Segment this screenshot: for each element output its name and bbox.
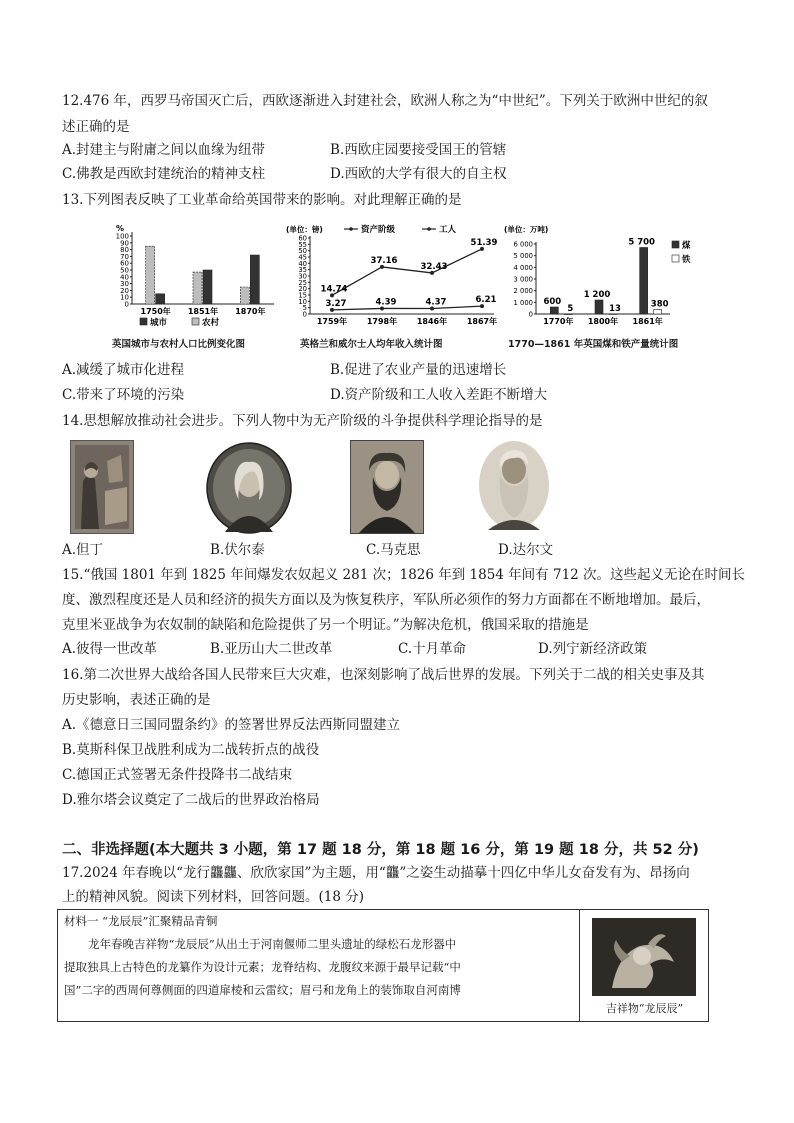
darwin-portrait	[478, 440, 550, 530]
y-tick-label: 25	[298, 278, 307, 287]
x-tick-label: 1851年	[187, 307, 219, 316]
bar-城市-1750年	[146, 246, 155, 304]
bar-煤-1800年	[595, 300, 603, 314]
q14-option-a: A.但丁	[62, 542, 104, 558]
unit-label: (单位：万吨)	[504, 225, 549, 234]
mascot-image	[592, 918, 696, 996]
q16-option-d: D.雅尔塔会议奠定了二战后的世界政治格局	[62, 792, 320, 808]
voltaire-portrait	[205, 442, 293, 534]
bar-煤-1770年	[550, 307, 558, 314]
y-tick-label: 60	[120, 259, 129, 268]
legend-swatch	[192, 318, 199, 325]
y-tick-label: 0	[302, 310, 307, 319]
q15-stem-line2: 度、激烈程度还是人员和经济的损失方面以及为恢复秩序，军队所必须作的努力方面都在不断地增加。最后，	[62, 592, 710, 608]
y-tick-label: 50	[298, 247, 307, 256]
data-label: 1 200	[583, 290, 611, 300]
bar-农村-1870年	[250, 255, 259, 304]
bar-铁-1800年	[609, 314, 617, 315]
legend-label: 资产阶级	[361, 225, 396, 235]
y-tick-label: 30	[120, 280, 129, 289]
legend-label: 铁	[682, 255, 691, 265]
y-tick-label: 15	[298, 291, 307, 300]
y-tick-label: 6 000	[513, 240, 533, 249]
y-tick-label: 80	[120, 246, 129, 255]
y-tick-label: 60	[298, 234, 307, 243]
chart-svg	[282, 222, 498, 332]
legend-swatch	[140, 318, 147, 325]
material-line1: 龙年春晚吉祥物“龙辰辰”从出土于河南偃师二里头遗址的绿松石龙形器中	[88, 937, 457, 951]
data-label: 600	[543, 297, 562, 307]
q16-option-c: C.德国正式签署无条件投降书二战结束	[62, 767, 293, 783]
bar-铁-1861年	[654, 310, 662, 314]
material-line2: 提取独具上古特色的龙纂作为设计元素；龙脊结构、龙腹纹来源于最早记载“中	[64, 960, 461, 974]
dante-portrait	[70, 440, 134, 534]
q13-stem: 13.下列图表反映了工业革命给英国带来的影响。对此理解正确的是	[62, 192, 462, 208]
legend-marker	[427, 227, 431, 231]
q15-option-d: D.列宁新经济政策	[538, 641, 648, 657]
q13-option-a: A.减缓了城市化进程	[62, 362, 185, 378]
q16-stem-line1: 16.第二次世界大战给各国人民带来巨大灾难，也深刻影响了战后世界的发展。下列关于二战的相关史事及其	[62, 667, 705, 683]
y-tick-label: 45	[298, 253, 307, 262]
y-tick-label: 2 000	[513, 287, 533, 296]
chart-svg	[500, 222, 700, 332]
data-label: 13	[609, 303, 621, 314]
q14-option-b: B.伏尔泰	[210, 542, 265, 558]
q15-stem-line3: 克里米亚战争为农奴制的缺陷和危险提供了另一个明证。”为解决危机，俄国采取的措施是	[62, 617, 589, 633]
y-tick-label: 70	[120, 252, 129, 261]
chart-svg	[108, 222, 276, 332]
y-tick-label: 1 000	[513, 298, 533, 307]
y-tick-label: 3 000	[513, 275, 533, 284]
legend-swatch	[672, 241, 679, 248]
q17-stem-line1: 17.2024 年春晚以“龙行龘龘、欣欣家国”为主题，用“龘”之姿生动描摹十四亿中华儿女奋发有为、昂扬向	[62, 865, 690, 881]
legend-label: 农村	[202, 318, 220, 328]
x-tick-label: 1870年	[235, 307, 266, 316]
data-label: 3.27	[325, 298, 347, 309]
q17-stem-line2: 上的精神风貌。阅读下列材料，回答问题。(18 分)	[62, 889, 365, 905]
y-tick-label: 0	[528, 310, 533, 319]
q14-stem: 14.思想解放推动社会进步。下列人物中为无产阶级的斗争提供科学理论指导的是	[62, 413, 543, 429]
x-tick-label: 1750年	[140, 307, 171, 316]
x-tick-label: 1861年	[632, 317, 663, 326]
y-tick-label: 30	[298, 272, 307, 281]
q14-option-c: C.马克思	[366, 542, 421, 558]
y-tick-label: 55	[298, 240, 307, 249]
legend-label: 工人	[439, 225, 457, 235]
q15-option-c: C.十月革命	[398, 641, 467, 657]
q15-option-b: B.亚历山大二世改革	[210, 641, 333, 657]
q16-stem-line2: 历史影响，表述正确的是	[62, 692, 211, 708]
q12-option-b: B.西欧庄园要接受国王的管辖	[330, 142, 507, 158]
y-tick-label: 10	[120, 293, 129, 302]
data-label: 14.74	[320, 284, 348, 295]
bar-铁-1770年	[564, 314, 572, 315]
y-tick-label: 4 000	[513, 263, 533, 272]
material-line3: 国”二字的西周何尊侧面的四道扉棱和云雷纹；眉弓和龙角上的装饰取自河南博	[64, 983, 461, 997]
q12-stem-line2: 述正确的是	[62, 119, 130, 135]
data-label: 4.37	[425, 297, 447, 308]
q16-option-b: B.莫斯科保卫战胜利成为二战转折点的战役	[62, 742, 320, 758]
bar-煤-1861年	[640, 248, 648, 315]
q12-option-a: A.封建主与附庸之间以血缘为纽带	[62, 142, 266, 158]
data-label: 5	[567, 303, 574, 314]
data-label: 6.21	[475, 295, 497, 306]
population-ratio-chart	[108, 222, 276, 332]
series-line-资产阶级	[332, 249, 482, 295]
q15-stem-line1: 15.“俄国 1801 年到 1825 年间爆发农奴起义 281 次；1826 年到 1854 年间有 712 次。这些起义无论在时间长	[62, 567, 746, 583]
y-tick-label: 40	[120, 273, 129, 282]
bar-农村-1750年	[156, 294, 165, 304]
y-tick-label: 35	[298, 266, 307, 275]
chart2-title: 英格兰和威尔士人均年收入统计图	[300, 339, 443, 350]
marx-portrait	[350, 440, 424, 534]
chart1-title: 英国城市与农村人口比例变化图	[112, 339, 246, 350]
mascot-caption: 吉祥物“龙辰辰”	[605, 1002, 684, 1015]
y-tick-label: 5 000	[513, 252, 533, 261]
y-tick-label: 5	[302, 304, 307, 313]
y-tick-label: 20	[120, 286, 129, 295]
y-tick-label: 100	[115, 232, 129, 241]
x-tick-label: 1846年	[416, 317, 448, 326]
data-label: 380	[650, 299, 669, 310]
data-label: 4.39	[375, 297, 397, 308]
x-tick-label: 1800年	[587, 317, 619, 326]
coal-iron-chart	[500, 222, 700, 332]
y-tick-label: 0	[124, 300, 129, 309]
income-line-chart	[282, 222, 498, 332]
q16-option-a: A.《德意日三国同盟条约》的签署世界反法西斯同盟建立	[62, 717, 401, 733]
x-tick-label: 1867年	[466, 317, 498, 326]
data-label: 5 700	[628, 237, 655, 248]
bar-农村-1851年	[203, 270, 212, 304]
q12-option-d: D.西欧的大学有很大的自主权	[330, 166, 507, 182]
y-tick-label: 50	[120, 266, 129, 275]
q15-option-a: A.彼得一世改革	[62, 641, 158, 657]
series-line-工人	[332, 306, 482, 310]
q13-option-c: C.带来了环境的污染	[62, 387, 185, 403]
x-tick-label: 1770年	[543, 317, 574, 326]
data-label: 51.39	[470, 237, 498, 248]
legend-swatch	[672, 255, 679, 262]
x-tick-label: 1798年	[366, 317, 398, 326]
unit-label: (单位：镑)	[286, 225, 323, 234]
q13-option-b: B.促进了农业产量的迅速增长	[330, 362, 507, 378]
q12-option-c: C.佛教是西欧封建统治的精神支柱	[62, 166, 266, 182]
y-tick-label: 10	[298, 297, 307, 306]
q14-option-d: D.达尔文	[498, 542, 554, 558]
material-box	[57, 909, 709, 1022]
legend-label: 煤	[682, 241, 691, 251]
y-tick-label: 20	[298, 285, 307, 294]
bar-城市-1870年	[240, 287, 249, 304]
data-label: 37.16	[370, 255, 398, 266]
x-tick-label: 1759年	[316, 317, 348, 326]
chart3-title: 1770—1861 年英国煤和铁产量统计图	[508, 339, 679, 350]
section-heading: 二、非选择题(本大题共 3 小题，第 17 题 18 分，第 18 题 16 分，第 19 题 18 分，共 52 分)	[62, 842, 699, 858]
q13-option-d: D.资产阶级和工人收入差距不断增大	[330, 387, 548, 403]
y-tick-label: 40	[298, 259, 307, 268]
y-unit-label: %	[116, 224, 125, 233]
y-tick-label: 90	[120, 239, 129, 248]
material-heading: 材料一 “龙辰辰”汇聚精品青铜	[64, 914, 218, 928]
legend-marker	[349, 227, 353, 231]
data-label: 32.43	[420, 261, 448, 272]
legend-label: 城市	[150, 318, 168, 328]
bar-城市-1851年	[193, 272, 202, 304]
q12-stem-line1: 12.476 年，西罗马帝国灭亡后，西欧逐渐进入封建社会，欧洲人称之为“中世纪”。下列关于欧洲中世纪的叙	[62, 93, 708, 109]
